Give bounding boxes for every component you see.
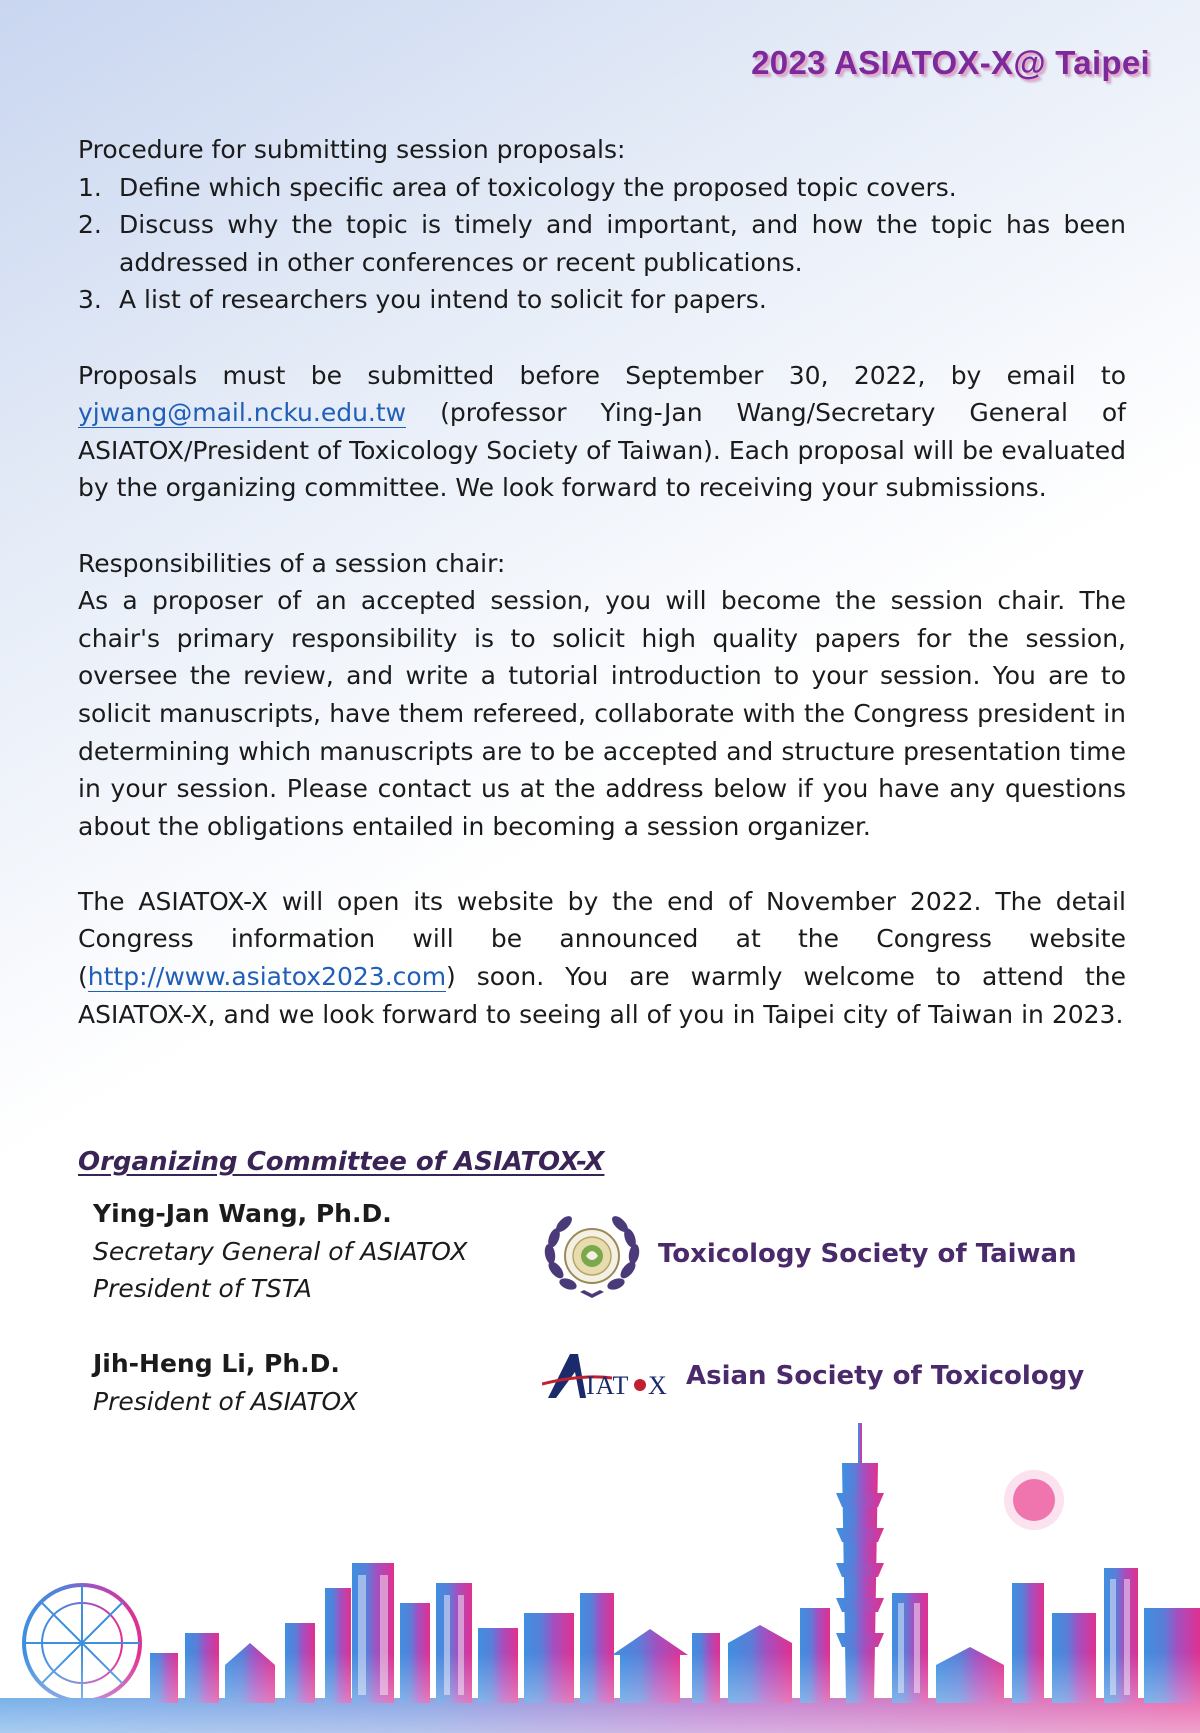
list-item-text: Define which specific area of toxicology the proposed topic covers. <box>119 172 957 202</box>
website-paragraph <box>78 883 1126 1033</box>
list-item-text: Discuss why the topic is timely and important, and how the topic has been addressed in other conferences or recent publications. <box>119 210 1126 277</box>
laurel-wreath-seal-icon <box>542 1208 642 1300</box>
proposals-paragraph <box>78 357 1126 507</box>
list-item <box>78 206 1126 281</box>
list-item-number: 1. <box>78 172 102 202</box>
signer-name: Jih-Heng Li, Ph.D. <box>93 1349 340 1379</box>
org-name: Toxicology Society of Taiwan <box>658 1239 1077 1269</box>
page-title: 2023 ASIATOX-X@ Taipei <box>751 44 1150 81</box>
list-item-number: 3. <box>78 285 102 315</box>
org-asiatox <box>542 1348 1084 1404</box>
responsibilities-heading: Responsibilities of a session chair: <box>78 548 506 578</box>
svg-text:X: X <box>648 1371 667 1400</box>
list-item-text: A list of researchers you intend to solicit for papers. <box>119 285 767 315</box>
list-item <box>78 169 1126 207</box>
proposals-text-before: Proposals must be submitted before September 30, 2022, by email to <box>78 360 1126 390</box>
org-tsta <box>542 1208 1077 1300</box>
website-text-before: The ASIATOX-X will open its website by the end of November 2022. The detail Congress information will be announced at the Congress website ( <box>78 886 1126 992</box>
main-content <box>78 131 1126 1033</box>
committee-title: Organizing Committee of ASIATOX-X <box>78 1147 605 1177</box>
signer-name: Ying-Jan Wang, Ph.D. <box>93 1199 392 1228</box>
procedure-heading: Procedure for submitting session proposals: <box>78 135 626 164</box>
website-link[interactable]: http://www.asiatox2023.com <box>87 962 447 992</box>
list-item-number: 2. <box>78 210 102 240</box>
signers-block <box>93 1195 467 1421</box>
svg-text:IAT: IAT <box>586 1371 630 1400</box>
list-item <box>78 281 1126 319</box>
website-text-after: ) soon. You are warmly welcome to attend the ASIATOX-X, and we look forward to seeing all of you in Taipei city of Taiwan in 2023. <box>78 962 1126 1029</box>
responsibilities-paragraph: As a proposer of an accepted session, you will become the session chair. The chair's primary responsibility is to solicit high quality papers for the session, oversee the review, and write a tutorial introduction to your session. You are to solicit manuscripts, have them refereed, collaborate with the Congress president in determining which manuscripts are to be accepted and structure presentation time in your session. Please contact us at the address below if you have any questions about the obligations entailed in becoming a session organizer. <box>78 586 1126 841</box>
signer-role: Secretary General of ASIATOX <box>93 1236 468 1266</box>
signer-role: President of ASIATOX <box>93 1386 358 1416</box>
procedure-list <box>78 169 1126 319</box>
proposals-text-after: (professor Ying-Jan Wang/Secretary General of ASIATOX/President of Toxicology Society of Taiwan). Each proposal will be evaluated by the organizing committee. We look forward to receiving your submissions. <box>78 398 1126 503</box>
email-link[interactable]: yjwang@mail.ncku.edu.tw <box>78 398 407 428</box>
signer-role: President of TSTA <box>93 1274 312 1304</box>
asiatox-wordmark-logo <box>542 1348 672 1404</box>
taipei-skyline-illustration <box>0 1403 1200 1733</box>
org-name: Asian Society of Toxicology <box>686 1361 1085 1391</box>
